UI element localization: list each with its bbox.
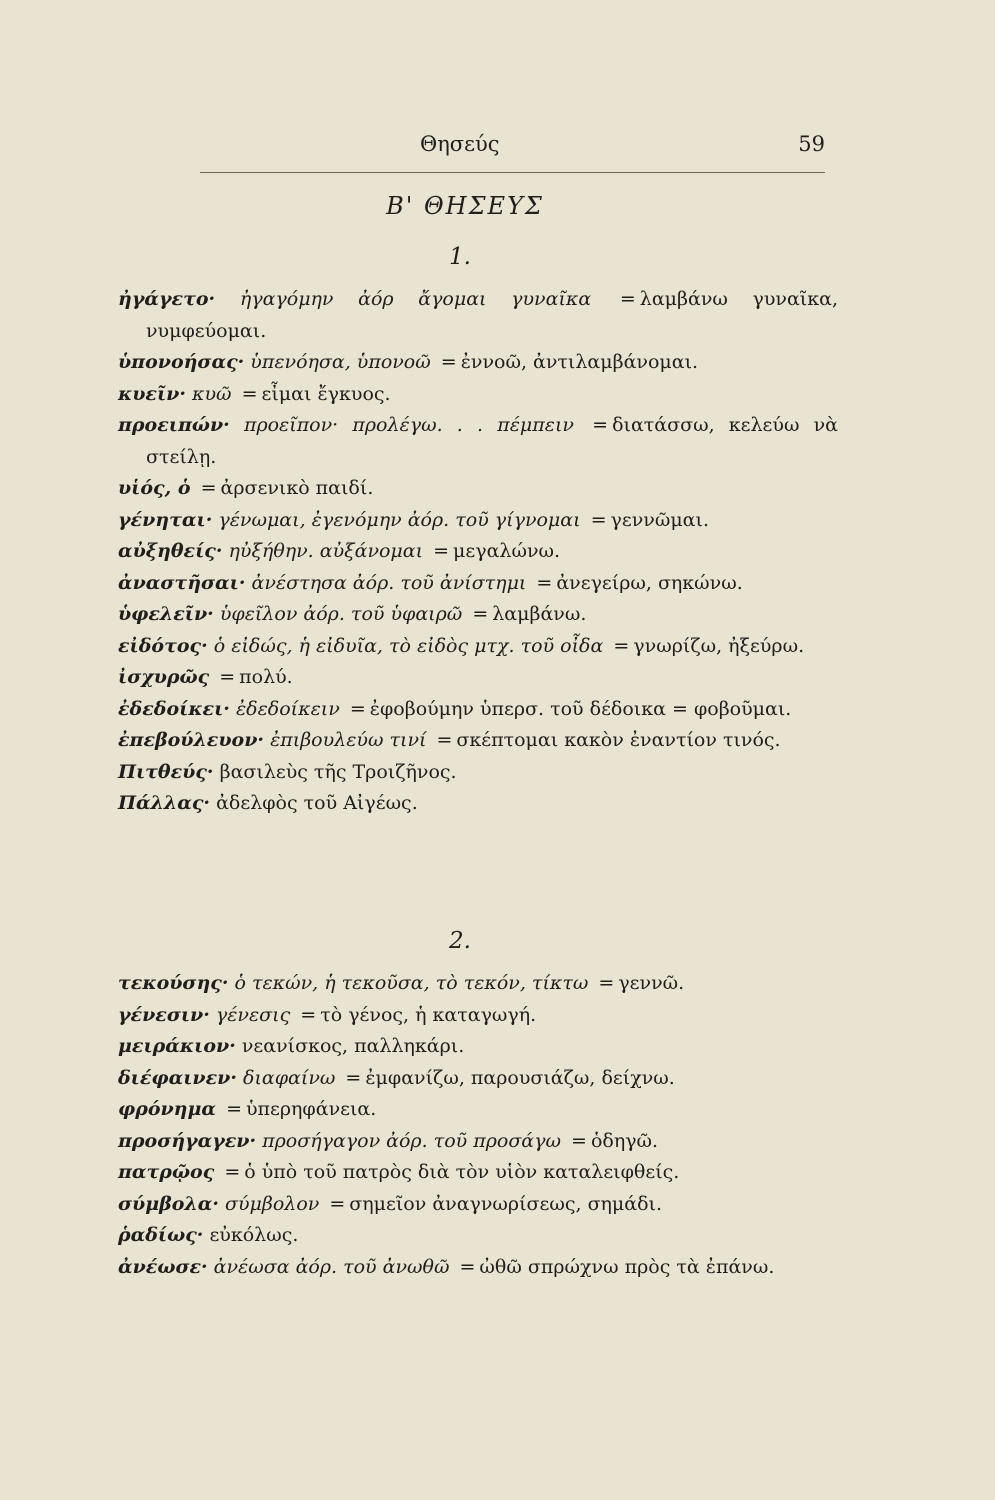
equals-sign: =	[433, 540, 450, 562]
glossary-entry	[118, 662, 838, 694]
entry-lemma: σύμβολα·	[118, 1192, 219, 1215]
entry-lemma: προσήγαγεν·	[118, 1129, 257, 1152]
entry-forms: ηὐξήθην. αὐξάνομαι	[228, 540, 424, 562]
entry-definition: ἐφοβούμην ὑπερσ. τοῦ δέδοικα = φοβοῦμαι.	[369, 697, 792, 720]
glossary-entry	[118, 379, 838, 411]
entry-lemma: ἰσχυρῶς	[118, 666, 210, 688]
entry-forms: κυῶ	[192, 382, 232, 405]
entry-definition: ἀδελφὸς τοῦ Αἰγέως.	[216, 792, 418, 814]
entry-lemma: ἀνέωσε·	[118, 1255, 208, 1278]
entry-forms: προεῖπον· προλέγω. . . πέμπειν	[243, 414, 574, 436]
glossary-entry	[118, 1063, 838, 1095]
equals-sign: =	[536, 571, 553, 594]
equals-sign: =	[619, 288, 636, 310]
entry-lemma: διέφαινεν·	[118, 1066, 237, 1089]
glossary-entry	[118, 505, 838, 537]
equals-sign: =	[459, 1255, 476, 1278]
entry-forms: προσήγαγον ἀόρ. τοῦ προσάγω	[262, 1129, 561, 1152]
glossary-entry	[118, 1126, 838, 1158]
entry-lemma: αὐξηθείς·	[118, 540, 223, 562]
entry-forms: ὑπενόησα, ὑπονοῶ	[250, 351, 431, 373]
glossary-entry	[118, 536, 838, 568]
entry-definition: ἐννοῶ, ἀντιλαμβάνομαι.	[460, 351, 699, 373]
equals-sign: =	[349, 697, 366, 720]
entry-lemma: προειπών·	[118, 414, 230, 436]
entry-forms: ἐδεδοίκειν	[235, 697, 340, 720]
entry-lemma: ἐπεβούλευον·	[118, 729, 265, 751]
entry-lemma: εἰδότος·	[118, 634, 208, 657]
entry-definition: ὁδηγῶ.	[590, 1129, 659, 1152]
entry-lemma: υἱός, ὁ	[118, 477, 191, 499]
glossary-entry	[118, 1031, 838, 1063]
entry-forms: γένεσις	[215, 1003, 291, 1026]
glossary-entry	[118, 568, 838, 600]
equals-sign: =	[329, 1192, 346, 1215]
equals-sign: =	[219, 666, 236, 688]
entry-definition: βασιλεὺς τῆς Τροιζῆνος.	[219, 760, 457, 783]
entry-lemma: γένεσιν·	[118, 1003, 210, 1026]
entry-forms: ὁ τεκών, ἡ τεκοῦσα, τὸ τεκόν, τίκτω	[234, 972, 589, 994]
section-number-2: 2.	[449, 928, 471, 954]
equals-sign: =	[472, 603, 489, 625]
entry-lemma: ἐδεδοίκει·	[118, 697, 230, 720]
entry-definition: πολύ.	[239, 666, 293, 688]
entry-lemma: κυεῖν·	[118, 382, 186, 405]
entry-forms: γένωμαι, ἐγενόμην ἀόρ. τοῦ γίγνομαι	[218, 508, 581, 531]
equals-sign: =	[613, 634, 630, 657]
entry-definition: σημεῖον ἀναγνωρίσεως, σημάδι.	[349, 1192, 663, 1215]
entry-definition: ὠθῶ σπρώχνω πρὸς τὰ ἐπάνω.	[479, 1255, 775, 1278]
entry-forms: σύμβολον	[225, 1192, 320, 1215]
entry-definition: εὐκόλως.	[209, 1224, 299, 1246]
equals-sign: =	[241, 382, 258, 405]
glossary-entry	[118, 284, 838, 347]
equals-sign: =	[200, 477, 217, 499]
entry-forms: ἀνέωσα ἀόρ. τοῦ ἀνωθῶ	[213, 1255, 450, 1278]
entry-lemma: τεκούσης·	[118, 972, 229, 994]
entry-lemma: ἠγάγετο·	[118, 288, 216, 310]
equals-sign: =	[571, 1129, 587, 1152]
entry-definition: νεανίσκος, παλληκάρι.	[241, 1035, 465, 1057]
equals-sign: =	[598, 972, 615, 994]
entry-definition: μεγαλώνω.	[453, 540, 561, 562]
glossary-entry	[118, 1252, 838, 1284]
glossary-entry	[118, 725, 838, 757]
entry-lemma: ἀναστῆσαι·	[118, 571, 246, 594]
equals-sign: =	[590, 508, 607, 531]
entry-lemma: ὑφελεῖν·	[118, 603, 214, 625]
entry-definition: ὁ ὑπὸ τοῦ πατρὸς διὰ τὸν υἱὸν καταλειφθείς.	[244, 1161, 680, 1183]
glossary-entry	[118, 1000, 838, 1032]
entry-definition: ὑπερηφάνεια.	[246, 1098, 377, 1120]
glossary-entry	[118, 788, 838, 820]
entry-lemma: ὑπονοήσας·	[118, 351, 245, 373]
glossary-section-2	[118, 968, 838, 1283]
chapter-title: Β' ΘΗΣΕΥΣ	[386, 192, 544, 220]
entry-lemma: πατρῷος	[118, 1161, 215, 1183]
entry-definition: ἀρσενικὸ παιδί.	[220, 477, 374, 499]
entry-lemma: Πιτθεύς·	[118, 760, 214, 783]
equals-sign: =	[345, 1066, 362, 1089]
entry-lemma: μειράκιον·	[118, 1035, 236, 1057]
glossary-entry	[118, 631, 838, 663]
entry-forms: ἀνέστησα ἀόρ. τοῦ ἀνίστημι	[251, 571, 527, 594]
entry-definition: διατάσσω, κελεύω νὰ στείλῃ.	[146, 414, 839, 468]
glossary-section-1	[118, 284, 838, 820]
entry-definition: γνωρίζω, ἠξεύρω.	[633, 634, 805, 657]
entry-forms: ἠγαγόμην ἀόρ ἄγομαι γυναῖκα	[239, 288, 592, 310]
glossary-entry	[118, 473, 838, 505]
entry-forms: ὑφεῖλον ἀόρ. τοῦ ὑφαιρῶ	[219, 603, 463, 625]
entry-lemma: Πάλλας·	[118, 792, 211, 814]
glossary-entry	[118, 599, 838, 631]
entry-forms: ἐπιβουλεύω τινί	[270, 729, 427, 751]
header-rule	[200, 172, 825, 173]
glossary-entry	[118, 968, 838, 1000]
entry-definition: λαμβάνω γυναῖκα, νυμφεύομαι.	[146, 288, 839, 342]
section-number-1: 1.	[449, 244, 471, 270]
entry-forms: διαφαίνω	[243, 1066, 336, 1089]
entry-definition: ἀνεγείρω, σηκώνω.	[556, 571, 743, 594]
page-number: 59	[798, 132, 825, 156]
entry-lemma: φρόνημα	[118, 1098, 217, 1120]
glossary-entry	[118, 1220, 838, 1252]
equals-sign: =	[226, 1098, 242, 1120]
equals-sign: =	[300, 1003, 317, 1026]
equals-sign: =	[436, 729, 453, 751]
entry-definition: λαμβάνω.	[492, 603, 587, 625]
glossary-entry	[118, 757, 838, 789]
page-header	[200, 130, 825, 166]
glossary-entry	[118, 347, 838, 379]
equals-sign: =	[440, 351, 457, 373]
entry-definition: τὸ γένος, ἡ καταγωγή.	[320, 1003, 537, 1026]
entry-definition: σκέπτομαι κακὸν ἐναντίον τινός.	[456, 729, 781, 751]
glossary-entry	[118, 1189, 838, 1221]
entry-lemma: γένηται·	[118, 508, 213, 531]
entry-definition: ἐμφανίζω, παρουσιάζω, δείχνω.	[365, 1066, 675, 1089]
entry-definition: εἶμαι ἔγκυος.	[261, 382, 391, 405]
glossary-entry	[118, 1094, 838, 1126]
glossary-entry	[118, 1157, 838, 1189]
running-title: Θησεύς	[420, 132, 500, 156]
entry-definition: γεννῶ.	[618, 972, 685, 994]
equals-sign: =	[592, 414, 609, 436]
equals-sign: =	[224, 1161, 241, 1183]
glossary-entry	[118, 410, 838, 473]
glossary-entry	[118, 694, 838, 726]
entry-forms: ὁ εἰδώς, ἡ εἰδυῖα, τὸ εἰδὸς μτχ. τοῦ οἶδα	[213, 634, 604, 657]
entry-lemma: ῥαδίως·	[118, 1224, 204, 1246]
entry-definition: γεννῶμαι.	[610, 508, 709, 531]
